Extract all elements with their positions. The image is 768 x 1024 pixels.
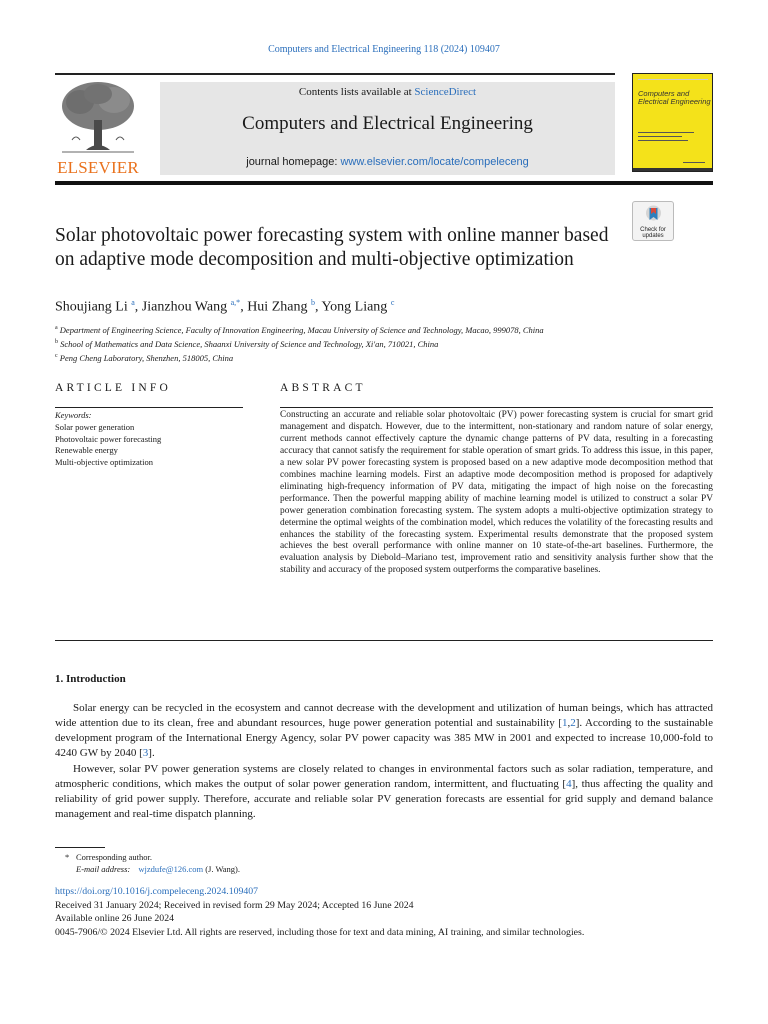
paragraph-text: ], thus affecting the quality and reliability of grid power supply. Therefore, accurate and reliable solar PV generation forecasts are essential for grid supply and demand balance management and real-time dispatch planning. — [55, 778, 714, 820]
keyword-item: Renewable energy — [55, 445, 118, 456]
journal-cover-thumbnail[interactable] — [632, 73, 713, 172]
available-online: Available online 26 June 2024 — [55, 913, 174, 924]
author-name[interactable]: Hui Zhang — [247, 299, 308, 315]
check-for-updates-button[interactable] — [632, 201, 674, 241]
author-affiliation-mark[interactable]: a,* — [230, 298, 241, 307]
keywords-label: Keywords: — [55, 410, 92, 420]
cover-decor-line — [638, 140, 688, 141]
keyword-item: Solar power generation — [55, 421, 135, 432]
abstract-rule — [280, 407, 713, 408]
affiliation-text: School of Mathematics and Data Science, Shaanxi University of Science and Technology, Xi'an, 710021, China — [60, 338, 439, 349]
author-separator: , — [240, 299, 248, 315]
cover-decor-line — [638, 136, 682, 137]
author-list — [55, 298, 394, 316]
affiliation-item — [55, 350, 695, 364]
abstract-bottom-rule — [55, 640, 713, 641]
cover-decor-line — [638, 132, 694, 133]
introduction-body — [55, 701, 713, 822]
paragraph — [55, 701, 713, 761]
affiliation-text: Department of Engineering Science, Faculty of Innovation Engineering, Macau University of Science and Technology, Macao, 999078, China — [59, 324, 544, 335]
homepage-prefix: journal homepage: — [246, 156, 338, 168]
elsevier-wordmark: ELSEVIER — [57, 158, 139, 177]
paragraph-text: ]. — [148, 747, 155, 759]
affiliation-item — [55, 322, 695, 336]
section-heading-introduction: 1. Introduction — [55, 673, 126, 685]
journal-header-box — [160, 82, 615, 175]
author-name[interactable]: Shoujiang Li — [55, 299, 128, 315]
received-dates: Received 31 January 2024; Received in revised form 29 May 2024; Accepted 16 June 2024 — [55, 899, 414, 911]
paragraph-text: ]. According to the sustainable development program of the International Energy Agency, solar PV power capacity was 385 MW in 2001 and expected to increase 10,000-fold to 4240 GW by 2040 [ — [55, 717, 713, 759]
contents-prefix: Contents lists available at — [298, 86, 412, 98]
header-thick-rule — [55, 181, 713, 185]
cover-decor-line — [683, 162, 705, 163]
elsevier-tree-icon — [52, 80, 144, 158]
affiliation-text: Peng Cheng Laboratory, Shenzhen, 518005, China — [59, 352, 234, 363]
affiliation-list — [55, 322, 695, 363]
bookmark-ribbon-icon — [645, 205, 662, 223]
email-suffix: (J. Wang). — [203, 864, 241, 874]
footnote-email — [55, 863, 240, 875]
keyword-item: Photovoltaic power forecasting — [55, 433, 162, 444]
article-info-heading: ARTICLE INFO — [55, 382, 171, 394]
abstract-heading: ABSTRACT — [280, 382, 366, 394]
contents-line — [160, 86, 615, 98]
author-name[interactable]: Yong Liang — [321, 299, 388, 315]
paragraph-text: , — [567, 717, 571, 729]
elsevier-logo[interactable] — [52, 80, 144, 176]
footnotes — [55, 851, 240, 875]
footnote-corresponding — [55, 851, 240, 863]
header-rule — [55, 73, 615, 75]
publication-info — [55, 885, 715, 939]
citation-ref[interactable]: 3 — [142, 747, 149, 759]
sciencedirect-link[interactable]: ScienceDirect — [414, 86, 477, 98]
cover-title-line-2: Electrical Engineering — [638, 97, 711, 106]
footnote-rule — [55, 847, 105, 848]
paper-title: Solar photovoltaic power forecasting system with online manner based on adaptive mode decomposition and multi-objective optimization — [55, 225, 609, 270]
top-citation[interactable] — [0, 44, 768, 55]
homepage-line — [160, 156, 615, 168]
author-affiliation-mark[interactable]: a — [131, 298, 135, 307]
journal-title: Computers and Electrical Engineering — [242, 113, 533, 134]
citation-link[interactable]: Computers and Electrical Engineering 118 (2024) 109407 — [268, 44, 500, 55]
affiliation-item — [55, 336, 695, 350]
keywords-block — [55, 410, 243, 469]
citation-ref[interactable]: 1 — [561, 717, 568, 729]
check-updates-line-2: updates — [642, 233, 664, 239]
author-separator: , — [134, 299, 142, 315]
citation-ref[interactable]: 2 — [570, 717, 576, 729]
cover-title-line-1: Computers and — [638, 89, 690, 98]
cover-bottom-band — [633, 168, 712, 171]
author-affiliation-mark[interactable]: c — [390, 298, 395, 307]
author-affiliation-mark[interactable]: b — [310, 298, 315, 307]
affiliation-mark: a — [55, 325, 58, 331]
affiliation-mark: c — [55, 352, 58, 359]
abstract-text: Constructing an accurate and reliable solar photovoltaic (PV) power forecasting system is crucial for smart grid management and dispatch. However, due to the intermittent, non-stationary and random nature of solar energy, current methods cannot effectively capture the dynamic change patterns of PV data, resulting in a forecasting accuracy that cannot satisfy the requirement for stable operation of smart grids. To address this issue, in this paper, a new solar PV power forecasting system is proposed based on a new adaptive mode decomposition method that combines machine learning models. First an adaptive mode decomposition method is proposed for adaptively eliminating high-frequency information of PV data, mitigating the impact of high noise on the forecasting performance. Then the powerful mapping ability of machine learning model is utilized to construct a solar PV power generation combination forecasting system. The system adopts a multi-objective optimization strategy to determine the optimal weights of the combination model, which reduces the volatility of the forecasting results and enhances the stability of the forecasting system. Experimental results demonstrate that the proposed system achieves the best overall performance with online manner on 10 state-of-the-art baselines. Furthermore, the evaluation analysis by Diebold–Mariano test, improvement ratio and sensitivity analysis further show that the stability and accuracy of the proposed system outperforms the comparative baselines. — [280, 410, 713, 576]
author-separator: , — [314, 299, 322, 315]
cover-title — [638, 90, 711, 106]
doi-link[interactable]: https://doi.org/10.1016/j.compeleceng.2024.109407 — [55, 886, 259, 897]
keyword-item: Multi-objective optimization — [55, 457, 153, 468]
citation-ref[interactable]: 4 — [566, 778, 572, 790]
affiliation-mark: b — [55, 338, 58, 345]
paragraph-text: However, solar PV power generation systems are closely related to changes in environmental factors such as solar radiation, temperature, and atmospheric conditions, which makes the output of solar power generation random, intermittent, and fluctuating [ — [55, 763, 713, 790]
paragraph-text: Solar energy can be recycled in the ecosystem and cannot decrease with the development and utilization of human beings, which has attracted wide attention due to its clean, free and abundant resources, huge power generation potential and sustainability [ — [55, 702, 713, 729]
author-name[interactable]: Jianzhou Wang — [141, 299, 228, 315]
article-info-rule — [55, 407, 243, 408]
check-updates-line-1: Check for — [640, 226, 666, 233]
email-link[interactable]: wjzdufe@126.com — [138, 864, 204, 874]
footnote-mark: * — [65, 852, 70, 862]
cover-decor-line — [638, 79, 708, 80]
paragraph — [55, 762, 713, 822]
homepage-link[interactable]: www.elsevier.com/locate/compeleceng — [340, 156, 529, 168]
footnote-text: Corresponding author. — [76, 852, 153, 862]
copyright-line: 0045-7906/© 2024 Elsevier Ltd. All rights are reserved, including those for text and data mining, AI training, and similar technologies. — [55, 926, 585, 938]
email-label: E-mail address: — [76, 864, 131, 874]
